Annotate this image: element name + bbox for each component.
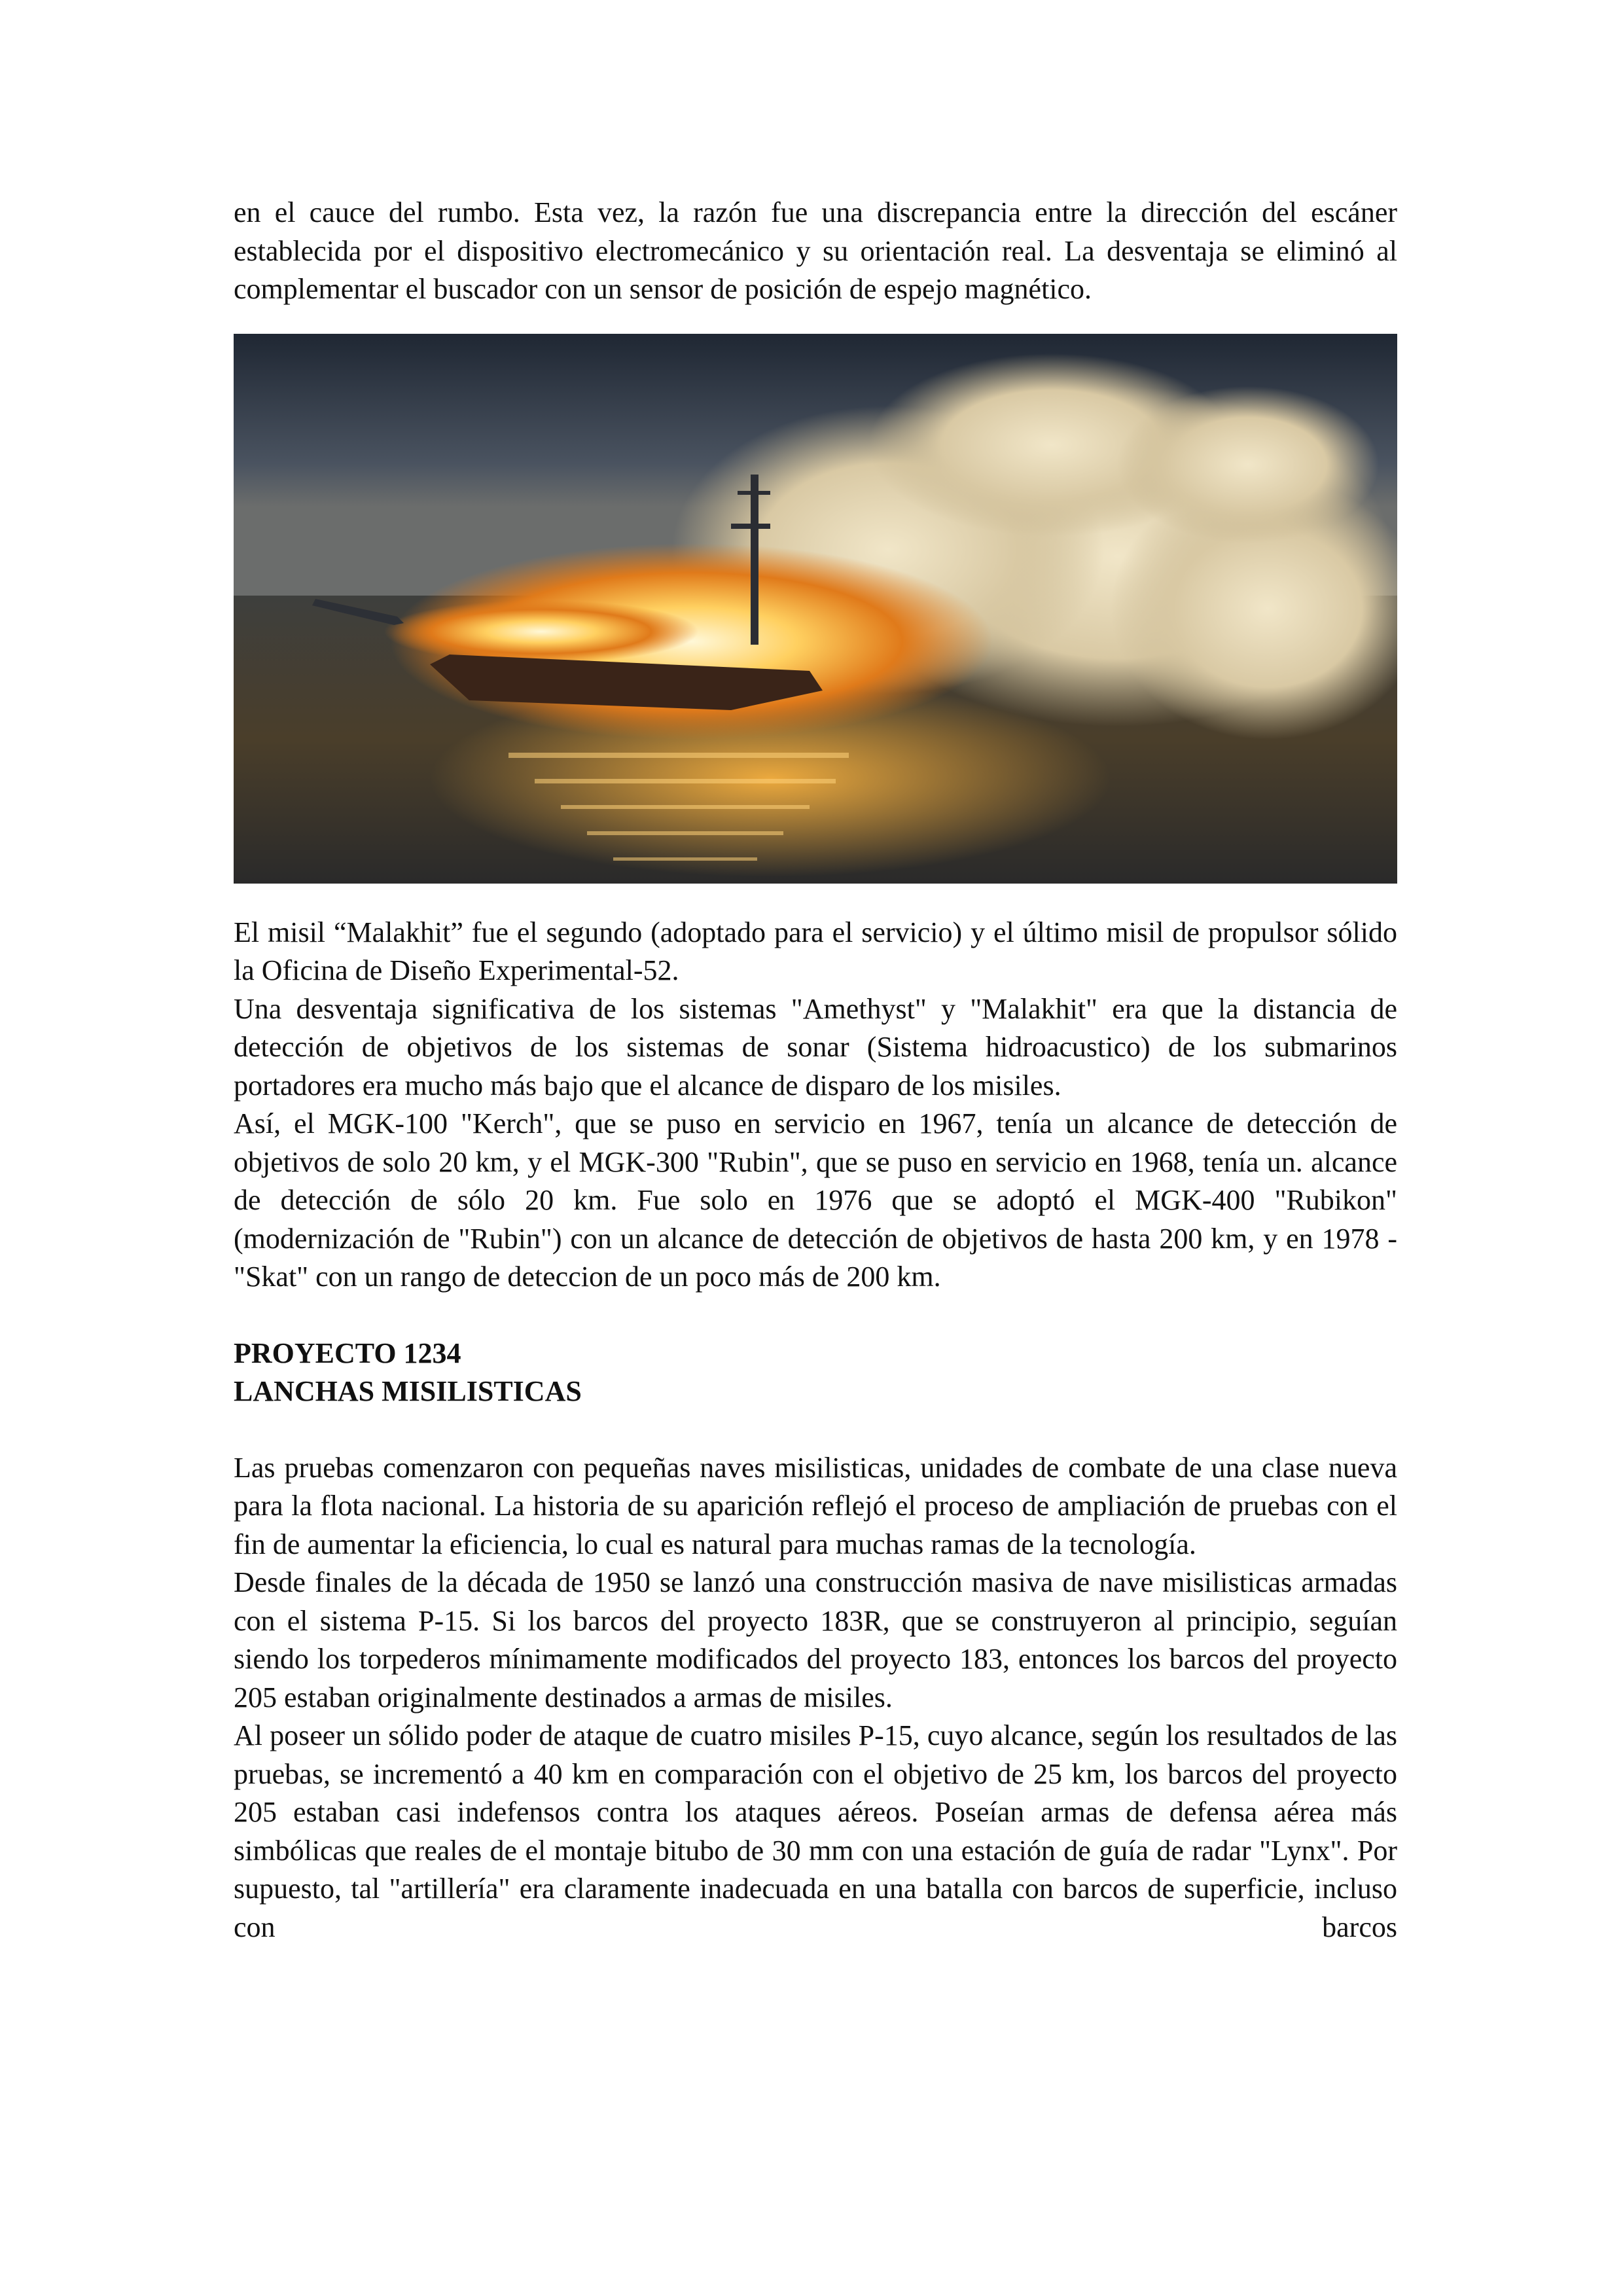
paragraph-construccion: Desde finales de la década de 1950 se lanzó una construcción masiva de nave misilisticas armadas con el sistema P-15. Si los barcos del proyecto 183R, que se construyeron al principio, seguían siendo los torpederos mínimamente modificados del proyecto 183, entonces los barcos del proyecto 205 estaban originalmente destinados a armas de misiles. bbox=[234, 1566, 1397, 1713]
missile-launch-photo bbox=[234, 334, 1397, 884]
paragraph-p15-power: Al poseer un sólido poder de ataque de cuatro misiles P-15, cuyo alcance, según los resultados de las pruebas, se incrementó a 40 km en comparación con el objetivo de 25 km, los barcos del proyecto 205 estaban casi indefensos contra los ataques aéreos. Poseían armas de defensa aérea más simbólicas que reales de el montaje bitubo de 30 mm con una estación de guía de radar "Lynx". Por supuesto, tal "artillería" era claramente inadecuada en una batalla con barcos de superficie, incluso con barcos bbox=[234, 1719, 1397, 1943]
paragraph-sonar-disadvantage: Una desventaja significativa de los sistemas "Amethyst" y "Malakhit" era que la distancia de detección de objetivos de los sistemas de sonar (Sistema hidroacustico) de los submarinos portadores era mucho más bajo que el alcance de disparo de los misiles. bbox=[234, 992, 1397, 1102]
heading-project: PROYECTO 1234 bbox=[234, 1336, 461, 1369]
paragraph-malakhit: El misil “Malakhit” fue el segundo (adoptado para el servicio) y el último misil de propulsor sólido la Oficina de Diseño Experimental-52. bbox=[234, 916, 1397, 986]
paragraph-pruebas: Las pruebas comenzaron con pequeñas naves misilisticas, unidades de combate de una clase nueva para la flota nacional. La historia de su aparición reflejó el proceso de ampliación de pruebas con el fin de aumentar la eficiencia, lo cual es natural para muchas ramas de la tecnología. bbox=[234, 1451, 1397, 1560]
paragraph-scanner-fix: en el cauce del rumbo. Esta vez, la razón fue una discrepancia entre la dirección del escáner establecida por el dispositivo electromecánico y su orientación real. La desventaja se eliminó al complementar el buscador con un sensor de posición de espejo magnético. bbox=[234, 196, 1397, 305]
heading-lanchas: LANCHAS MISILISTICAS bbox=[234, 1375, 582, 1407]
paragraph-mgk-systems: Así, el MGK-100 "Kerch", que se puso en servicio en 1967, tenía un alcance de detección de objetivos de solo 20 km, y el MGK-300 "Rubin", que se puso en servicio en 1968, tenía un. alcance de detección de sólo 20 km. Fue solo en 1976 que se adoptó el MGK-400 "Rubikon" (modernización de "Rubin") con un alcance de detección de objetivos de hasta 200 km, y en 1978 - "Skat" con un rango de deteccion de un poco más de 200 km. bbox=[234, 1107, 1397, 1293]
document-page bbox=[234, 194, 1397, 1946]
